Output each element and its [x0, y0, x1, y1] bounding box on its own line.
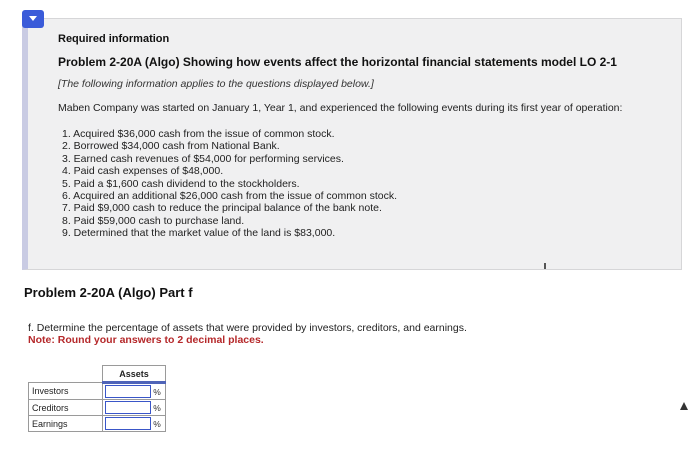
event-item: 7. Paid $9,000 cash to reduce the principal balance of the bank note. — [62, 202, 382, 215]
table-corner — [29, 366, 103, 383]
creditors-percent-input[interactable] — [105, 401, 151, 414]
event-item: 6. Acquired an additional $26,000 cash from the issue of common stock. — [62, 190, 398, 203]
assets-column-header: Assets — [103, 366, 166, 383]
event-item: 1. Acquired $36,000 cash from the issue of common stock. — [62, 128, 335, 140]
investors-percent-input[interactable] — [105, 385, 151, 398]
rounding-note: Note: Round your answers to 2 decimal places. — [28, 334, 264, 346]
earnings-cell — [103, 416, 166, 432]
event-item: 5. Paid a $1,600 cash dividend to the stockholders. — [62, 177, 300, 190]
flag-icon — [22, 10, 44, 28]
part-title: Problem 2-20A (Algo) Part f — [24, 285, 193, 300]
row-label-investors: Investors — [29, 383, 103, 400]
event-item: 4. Paid cash expenses of $48,000. — [62, 165, 224, 178]
event-item: 8. Paid $59,000 cash to purchase land. — [62, 214, 245, 227]
event-item: 9. Determined that the market value of the land is $83,000. — [62, 227, 336, 240]
percent-sign: % — [153, 402, 161, 413]
creditors-cell — [103, 400, 166, 416]
resize-handle[interactable] — [544, 263, 546, 269]
table-row — [29, 416, 166, 432]
mouse-cursor-icon — [680, 402, 688, 410]
intro-text: Maben Company was started on January 1, Year 1, and experienced the following events during its first year of operation: — [58, 102, 623, 114]
events-list — [62, 128, 397, 240]
event-item: 2. Borrowed $34,000 cash from National Bank. — [62, 140, 280, 153]
row-label-earnings: Earnings — [29, 416, 103, 432]
event-item: 3. Earned cash revenues of $54,000 for performing services. — [62, 152, 344, 165]
earnings-percent-input[interactable] — [105, 417, 151, 430]
percent-sign: % — [153, 386, 161, 397]
table-row — [29, 400, 166, 416]
question-text: f. Determine the percentage of assets that were provided by investors, creditors, and earnings. — [28, 322, 467, 334]
applies-note: [The following information applies to the questions displayed below.] — [58, 78, 374, 90]
investors-cell — [103, 383, 166, 400]
row-label-creditors: Creditors — [29, 400, 103, 416]
answer-table — [28, 365, 166, 432]
table-row — [29, 383, 166, 400]
required-information-label: Required information — [58, 33, 170, 45]
percent-sign: % — [153, 418, 161, 429]
problem-title: Problem 2-20A (Algo) Showing how events affect the horizontal financial statements model LO 2-1 — [58, 55, 617, 69]
